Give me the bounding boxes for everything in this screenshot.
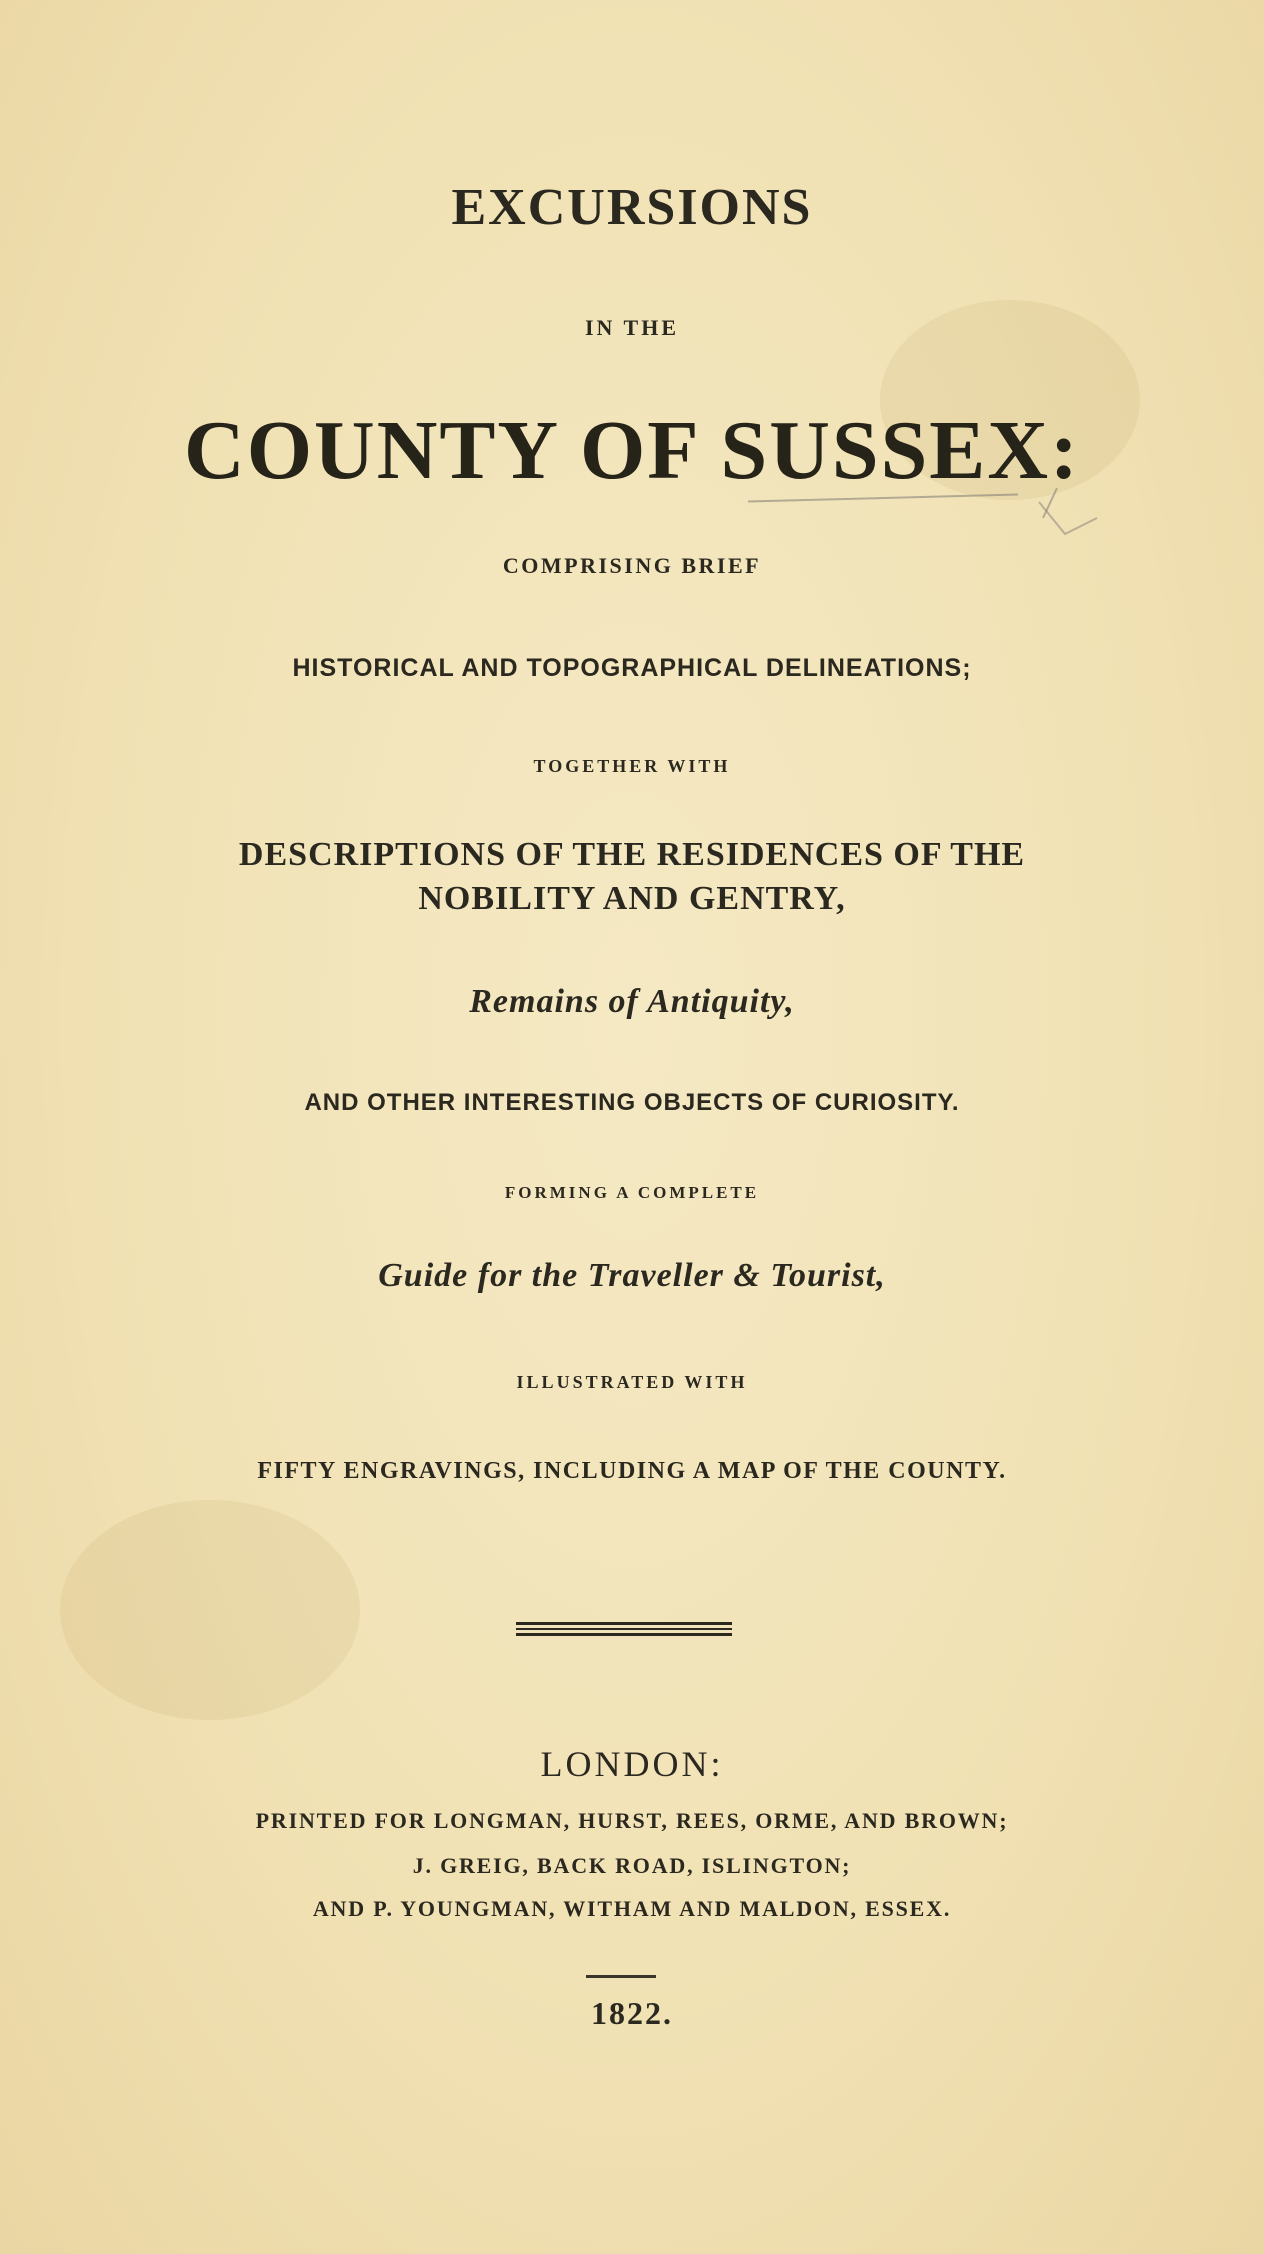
guide-line: Guide for the Traveller & Tourist,	[378, 1257, 886, 1294]
publication-year: 1822.	[591, 1995, 673, 2031]
forming-line: FORMING A COMPLETE	[504, 1183, 760, 1202]
illustrated-line: ILLUSTRATED WITH	[516, 1372, 748, 1392]
decorative-rule	[516, 1622, 732, 1636]
comprising-line: COMPRISING BRIEF	[502, 553, 762, 578]
together-line: TOGETHER WITH	[533, 756, 731, 776]
remains-line: Remains of Antiquity,	[469, 983, 795, 1020]
short-rule	[586, 1975, 656, 1978]
imprint-line-3: AND P. YOUNGMAN, WITHAM AND MALDON, ESSEX.	[312, 1896, 952, 1921]
pencil-check-mark	[1035, 478, 1105, 538]
engravings-line: FIFTY ENGRAVINGS, INCLUDING A MAP OF THE COUNTY.	[257, 1458, 1007, 1484]
historical-line: HISTORICAL AND TOPOGRAPHICAL DELINEATIONS;	[292, 654, 972, 682]
imprint-place: LONDON:	[540, 1744, 724, 1784]
paper-stain	[60, 1500, 360, 1720]
nobility-line: NOBILITY AND GENTRY,	[418, 880, 846, 917]
other-objects-line: AND OTHER INTERESTING OBJECTS OF CURIOSITY.	[304, 1089, 960, 1116]
book-title: EXCURSIONS	[451, 179, 813, 236]
county-heading: COUNTY OF SUSSEX:	[184, 404, 1080, 497]
subtitle-connector: IN THE	[584, 315, 679, 340]
imprint-line-2: J. GREIG, BACK ROAD, ISLINGTON;	[412, 1853, 852, 1878]
imprint-line-1: PRINTED FOR LONGMAN, HURST, REES, ORME, AND BROWN;	[255, 1808, 1009, 1833]
descriptions-line: DESCRIPTIONS OF THE RESIDENCES OF THE	[238, 836, 1026, 873]
